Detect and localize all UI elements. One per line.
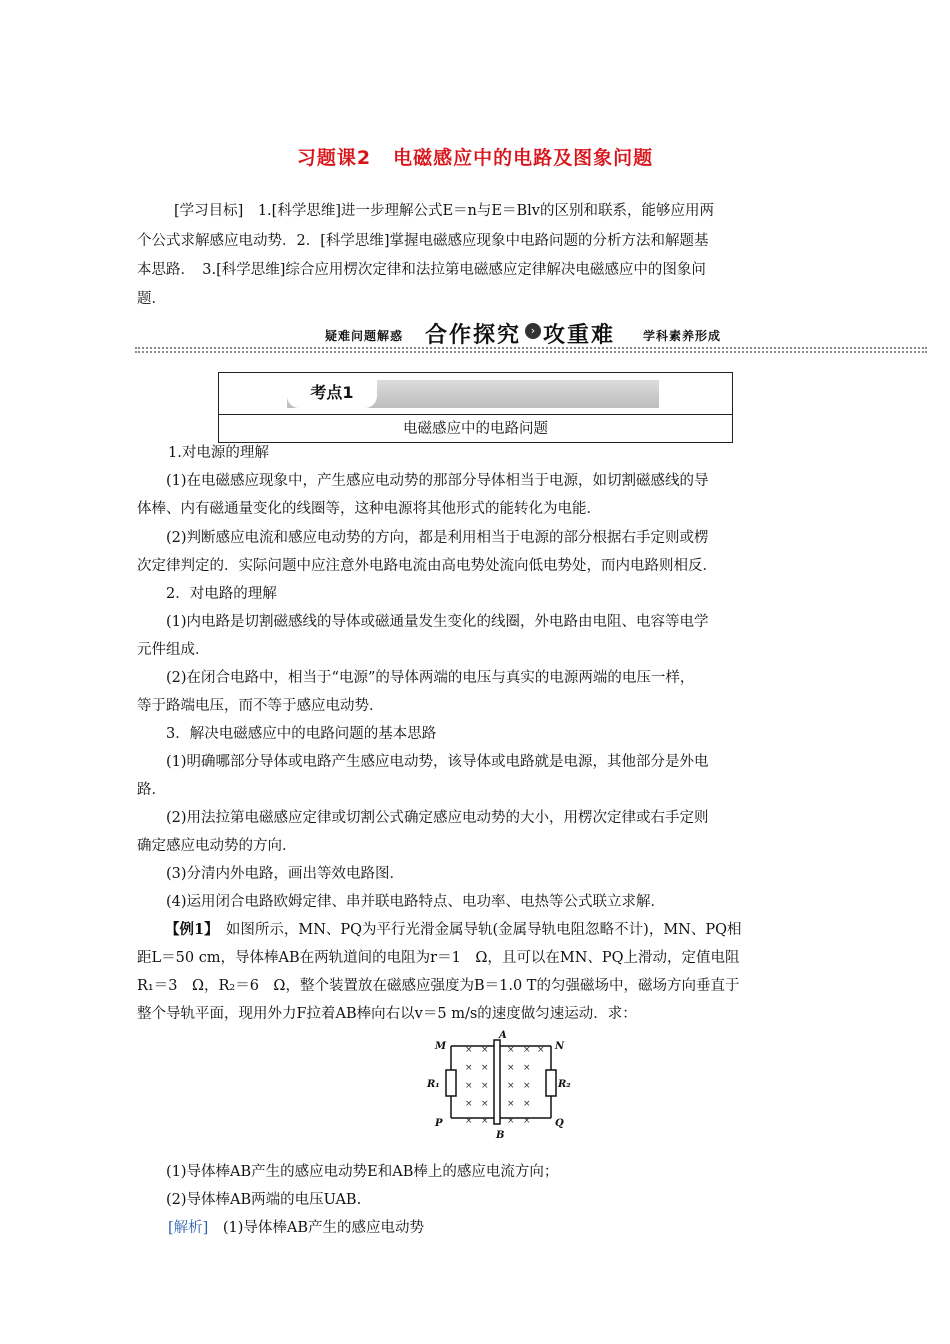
- text-line: 等于路端电压，而不等于感应电动势．: [137, 698, 384, 714]
- field-cross: ×: [507, 1045, 515, 1055]
- field-cross: ×: [465, 1099, 473, 1109]
- goals-line-2: 个公式求解感应电动势．2．[科学思维]掌握电磁感应现象中电路问题的分析方法和解题基: [137, 233, 709, 249]
- text-line: (1)内电路是切割磁感线的导体或磁通量发生变化的线圈，外电路由电阻、电容等电学: [166, 614, 709, 630]
- text-line: 1.对电源的理解: [168, 445, 269, 461]
- title-topic: 电磁感应中的电路及图象问题: [393, 147, 654, 169]
- field-cross: ×: [481, 1081, 489, 1091]
- text-line: (1)在电磁感应现象中，产生感应电动势的那部分导体相当于电源，如切割磁感线的导: [166, 473, 709, 489]
- example-line-4: 整个导轨平面，现用外力F拉着AB棒向右以v＝5 m/s的速度做匀速运动．求：: [137, 1006, 637, 1022]
- field-cross: ×: [481, 1045, 489, 1055]
- field-cross: ×: [507, 1116, 515, 1126]
- field-cross: ×: [481, 1116, 489, 1126]
- resistor-r2: [546, 1070, 556, 1096]
- field-cross: ×: [507, 1099, 515, 1109]
- field-cross: ×: [523, 1099, 531, 1109]
- example-line-3: R₁＝3 Ω，R₂＝6 Ω，整个装置放在磁感应强度为B＝1.0 T的匀强磁场中，磁场方向垂直于: [137, 978, 740, 994]
- text-line: (4)运用闭合电路欧姆定律、串并联电路特点、电功率、电热等公式联立求解．: [166, 894, 666, 910]
- question-2: (2)导体棒AB两端的电压UAB.: [166, 1192, 362, 1208]
- title-lesson: 习题课2: [296, 147, 372, 169]
- field-cross: ×: [523, 1045, 531, 1055]
- text-line: (1)明确哪部分导体或电路产生感应电动势，该导体或电路就是电源，其他部分是外电: [166, 754, 709, 770]
- banner-divider-2: [135, 351, 927, 353]
- text-line: 3．解决电磁感应中的电路问题的基本思路: [166, 726, 437, 742]
- label-n: N: [555, 1041, 565, 1052]
- text-line: (3)分清内外电路，画出等效电路图．: [166, 866, 405, 882]
- banner-divider: [135, 347, 927, 349]
- kaodian-box: [218, 372, 733, 443]
- solution-label: [解析]: [168, 1220, 209, 1236]
- field-cross: ×: [507, 1063, 515, 1073]
- banner-arrow-icon: ›: [525, 323, 541, 339]
- field-cross: ×: [537, 1045, 545, 1055]
- circuit-diagram: [423, 1030, 573, 1142]
- label-b: B: [496, 1130, 505, 1141]
- text-line: (2)在闭合电路中，相当于“电源”的导体两端的电压与真实的电源两端的电压一样，: [166, 670, 695, 686]
- text-line: 路．: [137, 782, 166, 798]
- label-r2: R₂: [558, 1079, 571, 1090]
- kaodian-label: 考点1: [287, 380, 377, 408]
- question-1: (1)导体棒AB产生的感应电动势E和AB棒上的感应电流方向；: [166, 1164, 559, 1180]
- field-cross: ×: [481, 1099, 489, 1109]
- goals-line-4: 题．: [137, 291, 166, 307]
- field-cross: ×: [523, 1116, 531, 1126]
- resistor-r1: [446, 1070, 456, 1096]
- field-cross: ×: [481, 1063, 489, 1073]
- circuit-figure: [423, 1030, 573, 1142]
- label-r1: R₁: [427, 1079, 440, 1090]
- field-cross: ×: [465, 1081, 473, 1091]
- field-cross: ×: [507, 1081, 515, 1091]
- label-p: P: [435, 1118, 443, 1129]
- banner-left-text: 疑难问题解惑: [325, 329, 404, 343]
- label-a: A: [499, 1030, 507, 1041]
- text-line: (2)判断感应电流和感应电动势的方向，都是利用相当于电源的部分根据右手定则或楞: [166, 530, 709, 546]
- field-cross: ×: [465, 1063, 473, 1073]
- field-cross: ×: [523, 1063, 531, 1073]
- page-title: [0, 143, 950, 170]
- text-line: 元件组成．: [137, 642, 210, 658]
- conductor-ab: [494, 1040, 500, 1124]
- example-line-1: 【例1】 如图所示，MN、PQ为平行光滑金属导轨(金属导轨电阻忽略不计)，MN、PQ相: [165, 921, 742, 938]
- goals-line-1: [学习目标] 1.[科学思维]进一步理解公式E＝n与E＝Blv的区别和联系，能够应用两: [174, 203, 714, 219]
- kaodian-subtitle: 电磁感应中的电路问题: [403, 421, 548, 437]
- goals-label: [学习目标]: [174, 203, 244, 219]
- goals-line-3: 本思路． 3.[科学思维]综合应用楞次定律和法拉第电磁感应定律解决电磁感应中的图象问: [137, 262, 706, 278]
- text-line: 次定律判定的．实际问题中应注意外电路电流由高电势处流向低电势处，而内电路则相反．: [137, 558, 717, 574]
- banner-title-2: 攻重难: [543, 323, 616, 348]
- banner-right-text: 学科素养形成: [643, 329, 722, 343]
- section-banner: [135, 318, 927, 354]
- field-crosses: [465, 1045, 545, 1126]
- text-line: 确定感应电动势的方向．: [137, 838, 297, 854]
- banner-title-1: 合作探究: [425, 323, 522, 348]
- field-cross: ×: [465, 1045, 473, 1055]
- field-cross: ×: [523, 1081, 531, 1091]
- label-m: M: [435, 1041, 447, 1052]
- example-line-2: 距L＝50 cm，导体棒AB在两轨道间的电阻为r＝1 Ω，且可以在MN、PQ上滑动，定值电阻: [137, 950, 740, 966]
- text-line: 2．对电路的理解: [166, 586, 277, 602]
- text-line: 体棒、内有磁通量变化的线圈等，这种电源将其他形式的能转化为电能．: [137, 501, 601, 517]
- field-cross: ×: [465, 1116, 473, 1126]
- example-label: 【例1】: [165, 921, 212, 938]
- label-q: Q: [555, 1118, 564, 1129]
- solution-line: [解析] (1)导体棒AB产生的感应电动势: [168, 1220, 424, 1236]
- text-line: (2)用法拉第电磁感应定律或切割公式确定感应电动势的大小，用楞次定律或右手定则: [166, 810, 709, 826]
